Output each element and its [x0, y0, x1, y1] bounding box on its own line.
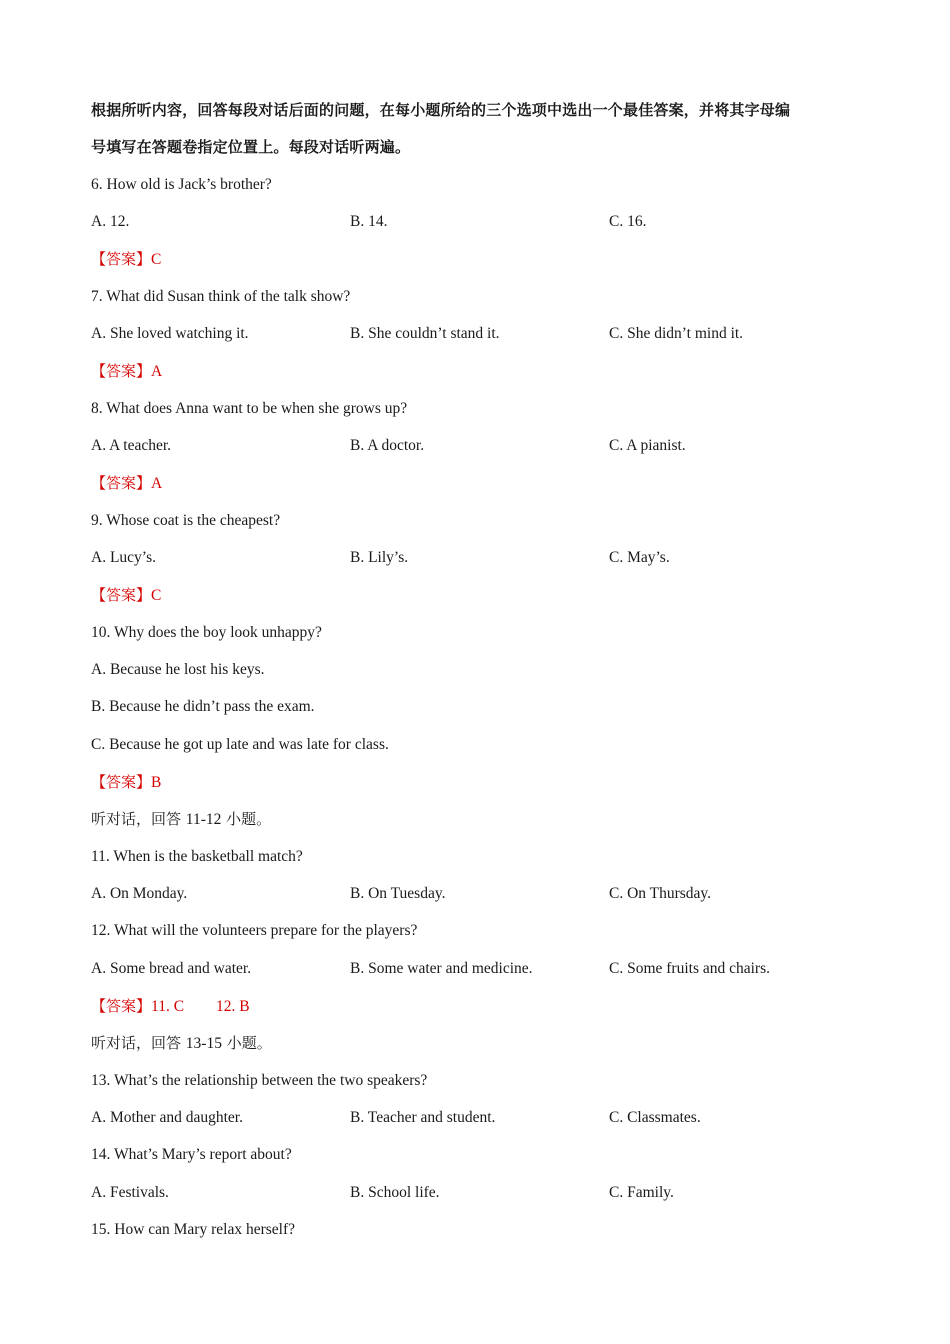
q12-option-a: A. Some bread and water. [91, 960, 252, 977]
group-11-12-heading: 听对话，回答 11-12 小题。 [91, 810, 272, 828]
answer-value: C [151, 587, 162, 604]
answer-label: 【答案】 [91, 474, 152, 492]
q10-answer [91, 772, 161, 793]
q10-option-c: C. Because he got up late and was late for class. [91, 736, 389, 753]
answer-value: A [151, 363, 163, 380]
answer-value: C [151, 251, 162, 268]
q6-option-b: B. 14. [350, 213, 388, 230]
q13-option-a: A. Mother and daughter. [91, 1109, 243, 1126]
question-10: 10. Why does the boy look unhappy? [91, 624, 322, 641]
q12-option-c: C. Some fruits and chairs. [609, 960, 771, 977]
q11-12-answer [91, 996, 250, 1017]
q8-option-c: C. A pianist. [609, 437, 686, 454]
q8-option-b: B. A doctor. [350, 437, 425, 454]
instructions-line-1: 根据所听内容，回答每段对话后面的问题，在每小题所给的三个选项中选出一个最佳答案，并将其字母编 [91, 101, 791, 119]
q7-option-a: A. She loved watching it. [91, 325, 249, 342]
question-13: 13. What’s the relationship between the two speakers? [91, 1072, 428, 1089]
answer-value: B [151, 774, 162, 791]
answer-label: 【答案】 [91, 773, 152, 791]
q11-option-b: B. On Tuesday. [350, 885, 446, 902]
q14-option-b: B. School life. [350, 1184, 440, 1201]
q12-option-b: B. Some water and medicine. [350, 960, 533, 977]
question-11: 11. When is the basketball match? [91, 848, 303, 865]
q7-option-c: C. She didn’t mind it. [609, 325, 744, 342]
q8-answer [91, 473, 162, 494]
answer-value: A [151, 475, 163, 492]
question-14: 14. What’s Mary’s report about? [91, 1146, 292, 1163]
answer-label: 【答案】 [91, 586, 152, 604]
answer-label: 【答案】 [91, 362, 152, 380]
question-6: 6. How old is Jack’s brother? [91, 176, 272, 193]
question-15: 15. How can Mary relax herself? [91, 1221, 295, 1238]
question-12: 12. What will the volunteers prepare for the players? [91, 922, 418, 939]
question-9: 9. Whose coat is the cheapest? [91, 512, 281, 529]
group-13-15-heading: 听对话，回答 13-15 小题。 [91, 1034, 272, 1052]
q8-option-a: A. A teacher. [91, 437, 172, 454]
q6-answer [91, 249, 161, 270]
q10-option-b: B. Because he didn’t pass the exam. [91, 698, 315, 715]
q11-option-a: A. On Monday. [91, 885, 188, 902]
q14-option-a: A. Festivals. [91, 1184, 169, 1201]
answer-label: 【答案】 [91, 997, 152, 1015]
q9-option-a: A. Lucy’s. [91, 549, 157, 566]
q7-answer [91, 361, 162, 382]
q13-option-c: C. Classmates. [609, 1109, 701, 1126]
question-7: 7. What did Susan think of the talk show? [91, 288, 351, 305]
q9-option-c: C. May’s. [609, 549, 670, 566]
q9-option-b: B. Lily’s. [350, 549, 409, 566]
answer-12: 12. B [216, 998, 250, 1015]
q9-answer [91, 585, 161, 606]
instructions-line-2: 号填写在答题卷指定位置上。每段对话听两遍。 [91, 138, 411, 156]
question-8: 8. What does Anna want to be when she grows up? [91, 400, 408, 417]
q10-option-a: A. Because he lost his keys. [91, 661, 265, 678]
answer-label: 【答案】 [91, 250, 152, 268]
q6-option-a: A. 12. [91, 213, 130, 230]
q6-option-c: C. 16. [609, 213, 647, 230]
answer-11: 11. C [151, 998, 185, 1015]
q7-option-b: B. She couldn’t stand it. [350, 325, 500, 342]
q13-option-b: B. Teacher and student. [350, 1109, 496, 1126]
q14-option-c: C. Family. [609, 1184, 674, 1201]
q11-option-c: C. On Thursday. [609, 885, 712, 902]
